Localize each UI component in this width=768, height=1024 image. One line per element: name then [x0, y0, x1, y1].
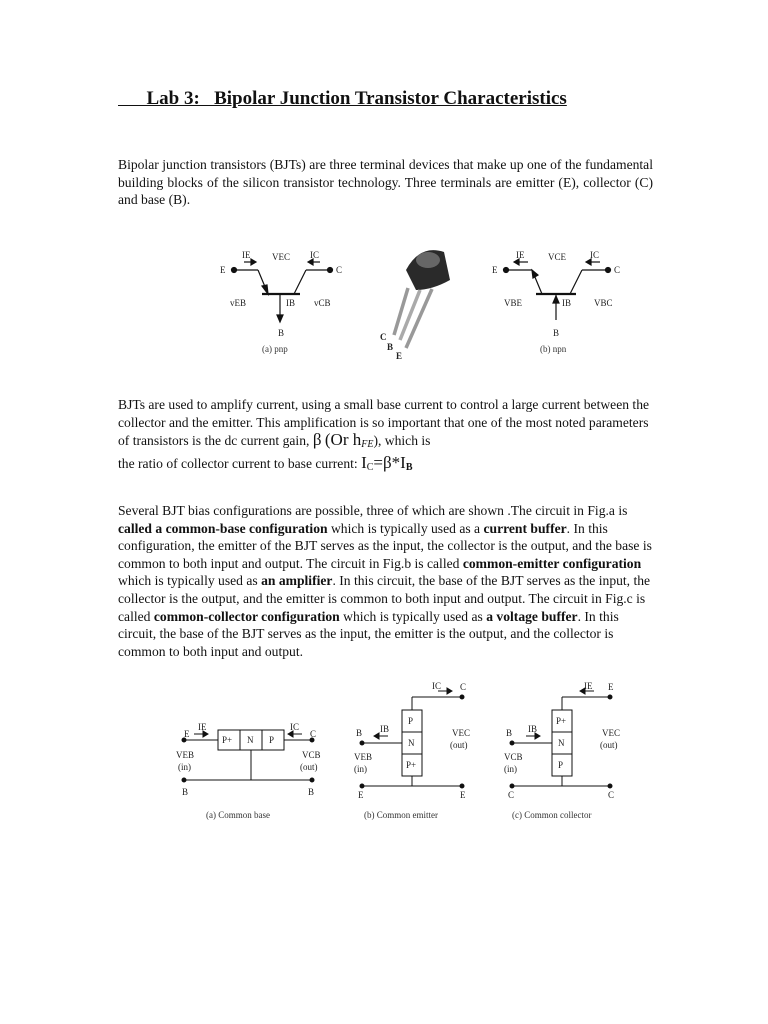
transistor-package-icon [394, 250, 450, 348]
pnp-ic-label: IC [310, 250, 319, 260]
cc-c-right-label: C [608, 790, 615, 800]
cb-p1-label: P+ [222, 735, 233, 745]
npn-vce-label: VCE [548, 252, 566, 262]
common-base-caption: (a) Common base [206, 810, 270, 820]
cb-ic-label: IC [290, 722, 299, 732]
cc-vcb-label: VCB [504, 752, 523, 762]
cb-out-label: (out) [300, 762, 318, 772]
cc-p2-label: P [558, 760, 564, 770]
cb-ie-label: IE [198, 722, 207, 732]
pnp-vcb-label: vCB [314, 298, 331, 308]
cb-vcb-label: VCB [302, 750, 321, 760]
ce-in-label: (in) [354, 764, 367, 774]
cc-e-label: E [608, 682, 614, 692]
pnp-ib-label: IB [286, 298, 295, 308]
cc-in-label: (in) [504, 764, 517, 774]
bjt-symbols-figure [210, 240, 650, 365]
npn-vbc-label: VBC [594, 298, 613, 308]
intro-paragraph: Bipolar junction transistors (BJTs) are three terminal devices that make up one of the fundamental building blocks of the silicon transistor technology. Three terminals are emitter (E), collector (C) and base (B). [118, 157, 653, 208]
npn-ic-label: IC [590, 250, 599, 260]
npn-caption: (b) npn [540, 344, 567, 354]
cc-c-left-label: C [508, 790, 515, 800]
cb-b-left-label: B [182, 787, 189, 797]
cb-in-label: (in) [178, 762, 191, 772]
page-title: Lab 3: Bipolar Junction Transistor Characteristics [146, 88, 567, 109]
ce-ic-label: IC [432, 681, 441, 691]
ce-veb-label: VEB [354, 752, 372, 762]
pnp-c-label: C [336, 265, 343, 275]
ce-b-label: B [356, 728, 363, 738]
ce-ib-label: IB [380, 724, 389, 734]
npn-ie-label: IE [516, 250, 525, 260]
pnp-vec-label: VEC [272, 252, 290, 262]
npn-symbol [504, 259, 611, 320]
npn-b-label: B [553, 328, 560, 338]
package-b-label: B [387, 342, 394, 352]
pnp-b-label: B [278, 328, 285, 338]
npn-c-label: C [614, 265, 621, 275]
common-emitter-caption: (b) Common emitter [364, 810, 438, 820]
pnp-e-label: E [220, 265, 226, 275]
cb-p2-label: P [269, 735, 275, 745]
ce-out-label: (out) [450, 740, 468, 750]
npn-e-label: E [492, 265, 498, 275]
cb-n-label: N [247, 735, 254, 745]
bjt-configurations-figure [170, 680, 640, 825]
cc-ib-label: IB [528, 724, 537, 734]
cc-ie-label: IE [584, 681, 593, 691]
ce-e-left-label: E [358, 790, 364, 800]
pnp-caption: (a) pnp [262, 344, 288, 354]
cb-b-right-label: B [308, 787, 315, 797]
cb-e-label: E [184, 729, 190, 739]
pnp-symbol [232, 259, 333, 322]
package-e-label: E [396, 351, 403, 361]
ce-e-right-label: E [460, 790, 466, 800]
cb-veb-label: VEB [176, 750, 194, 760]
pnp-ie-label: IE [242, 250, 251, 260]
current-gain-paragraph: BJTs are used to amplify current, using a small base current to control a large current between the collector and the emitter. This amplification is so important that one of the most noted parameters of transistors is the dc current gain, β (Or $h_{FE}$), which is the ratio of collector current to base current: $I_C=\beta*I_B$ [118, 397, 650, 473]
npn-vbe-label: VBE [504, 298, 522, 308]
cc-vec-label: VEC [602, 728, 620, 738]
npn-ib-label: IB [562, 298, 571, 308]
cb-c-label: C [310, 729, 317, 739]
cc-p1-label: P+ [556, 716, 567, 726]
cc-b-label: B [506, 728, 513, 738]
ce-c-label: C [460, 682, 467, 692]
ce-n-label: N [408, 738, 415, 748]
ce-p2-label: P+ [406, 760, 417, 770]
cc-out-label: (out) [600, 740, 618, 750]
ce-vec-label: VEC [452, 728, 470, 738]
pnp-veb-label: vEB [230, 298, 247, 308]
cc-n-label: N [558, 738, 565, 748]
common-collector-caption: (c) Common collector [512, 810, 592, 820]
package-c-label: C [380, 332, 387, 342]
ce-p1-label: P [408, 716, 414, 726]
configurations-paragraph: Several BJT bias configurations are possible, three of which are shown .The circuit in Fig.a is called a common-base configuration which is typically used as a current buffer. In this configuration, the emitter of the BJT serves as the input, the collector is the output, and the base is common to both input and output. The circuit in Fig.b is called common-emitter configuration which is typically used as an amplifier. In this circuit, the base of the BJT serves as the input, the collector is the output, and the emitter is common to both input and output. The circuit in Fig.c is called common-collector configuration which is typically used as a voltage buffer. In this circuit, the base of the BJT serves as the input, the emitter is the output, and the collector is common to both input and output. [118, 503, 652, 659]
